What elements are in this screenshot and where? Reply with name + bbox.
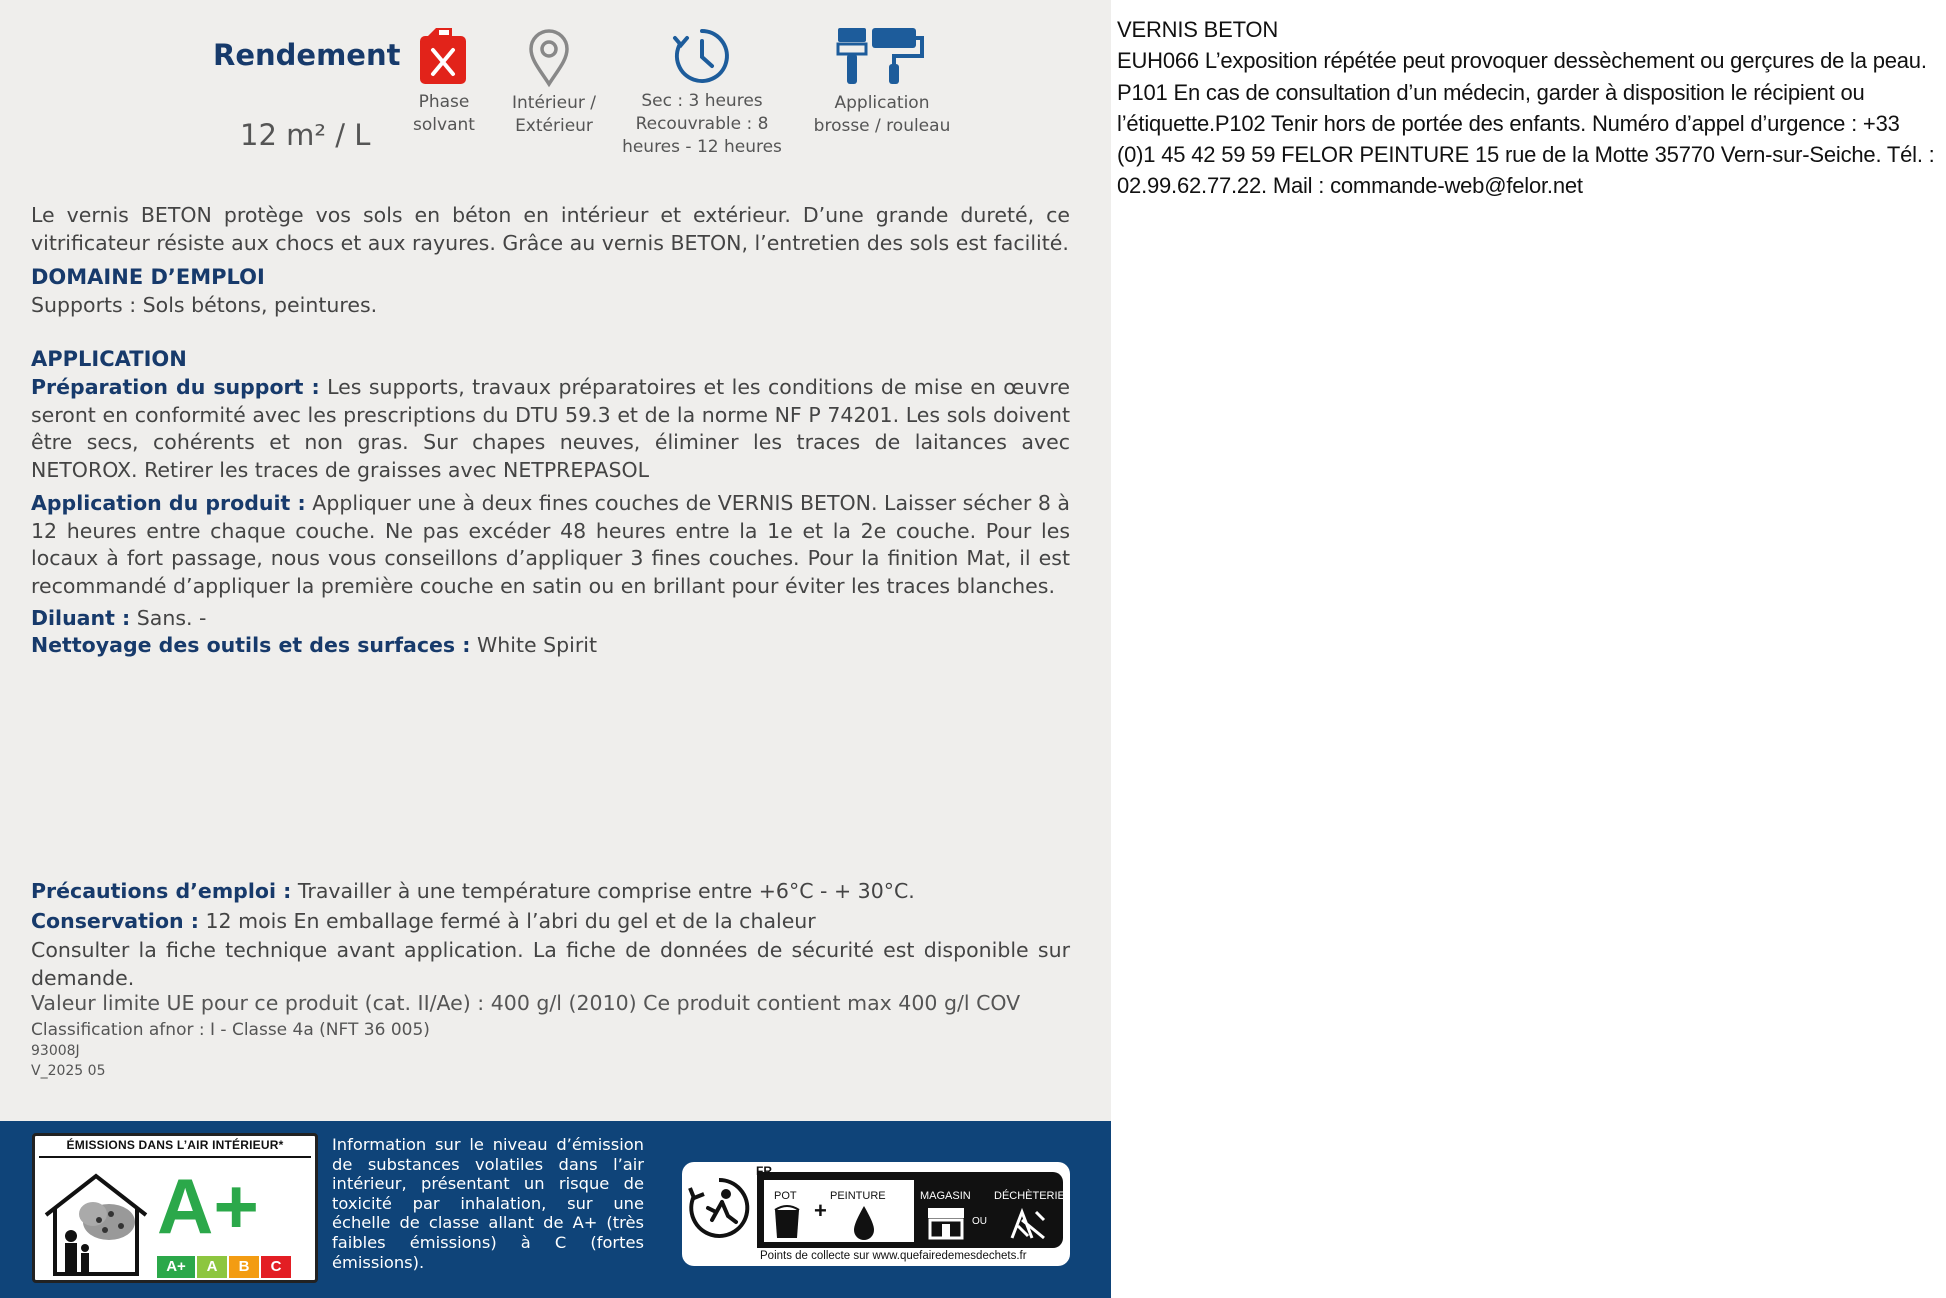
preparation-paragraph <box>31 374 1070 484</box>
valeur-limite: Valeur limite UE pour ce produit (cat. II/Ae) : 400 g/l (2010) Ce produit contient max 400 g/l COV <box>31 991 1021 1015</box>
brush-roller-icon <box>836 26 926 86</box>
domaine-text: Supports : Sols bétons, peintures. <box>31 293 378 317</box>
diluant-text: Sans. - <box>136 606 207 630</box>
product-label-panel <box>0 0 1111 1121</box>
pot-icon <box>772 1204 802 1240</box>
emission-title: ÉMISSIONS DANS L’AIR INTÉRIEUR* <box>66 1138 284 1152</box>
grade-b: B <box>229 1256 259 1278</box>
regulatory-text <box>1117 14 1937 202</box>
paint-drop-icon <box>852 1204 876 1240</box>
emission-label <box>32 1133 318 1283</box>
grade-c: C <box>261 1256 291 1278</box>
interieur-exterieur-label: Intérieur / Extérieur <box>512 93 596 136</box>
conservation-label: Conservation : <box>31 909 199 933</box>
nettoyage-line <box>31 632 1070 660</box>
classification: Classification afnor : I - Classe 4a (NFT 36 005) <box>31 1020 430 1040</box>
rendement-value: 12 m² / L <box>240 118 371 152</box>
triman-points: Points de collecte sur www.quefairedemesdechets.fr <box>760 1250 1027 1262</box>
house-icon <box>41 1170 151 1278</box>
domaine-heading: DOMAINE D’EMPLOI <box>31 265 265 289</box>
conservation-line <box>31 908 1070 936</box>
triman-peinture: PEINTURE <box>830 1190 886 1202</box>
grade-a: A <box>197 1256 227 1278</box>
preparation-text: Les supports, travaux préparatoires et les conditions de mise en œuvre seront en conformité avec les prescriptions du DTU 59.3 et de la norme NF P 74201. Les sols doivent être secs, cohérents et non gras. Sur chapes neuves, éliminer les traces de laitances avec NETOROX. Retirer les traces de graisses avec NETPREPASOL <box>31 375 1070 482</box>
nettoyage-text: White Spirit <box>476 633 597 657</box>
produit-text: Appliquer une à deux fines couches de VERNIS BETON. Laisser sécher 8 à 12 heures entre chaque couche. Ne pas excéder 48 heures entre la 1e et la 2e couche. Pour les locaux à fort passage, nous vous conseillons d’appliquer 3 fines couches. Pour la finition Mat, il est recommandé d’appliquer la première couche en satin ou en brillant pour éviter les traces blanches. <box>31 491 1070 598</box>
consulter-paragraph: Consulter la fiche technique avant application. La fiche de données de sécurité est disponible sur demande. <box>31 938 1070 990</box>
recycle-person-icon <box>686 1174 752 1244</box>
rendement-title: Rendement <box>213 38 401 72</box>
application-heading: APPLICATION <box>31 347 187 371</box>
shop-icon <box>926 1206 966 1240</box>
precautions-text: Travailler à une température comprise entre +6°C - + 30°C. <box>297 879 915 903</box>
precautions-line <box>31 878 1070 906</box>
conservation-text: 12 mois En emballage fermé à l’abri du gel et de la chaleur <box>205 909 816 933</box>
triman-magasin: MAGASIN <box>920 1190 971 1202</box>
clock-icon <box>672 26 732 86</box>
triman-country: FR <box>756 1164 772 1178</box>
nettoyage-label: Nettoyage des outils et des surfaces : <box>31 633 471 657</box>
diluant-label: Diluant : <box>31 606 131 630</box>
version: V_2025 05 <box>31 1063 106 1079</box>
triman-ou: OU <box>972 1216 987 1227</box>
precautions-label: Précautions d’emploi : <box>31 879 292 903</box>
preparation-label: Préparation du support : <box>31 375 320 399</box>
intro-paragraph: Le vernis BETON protège vos sols en béton en intérieur et extérieur. D’une grande dureté, ce vitrificateur résiste aux chocs et aux rayures. Grâce au vernis BETON, l’entretien des sols est facilité. <box>31 203 1070 255</box>
regulatory-text-body: VERNIS BETON EUH066 L’exposition répétée peut provoquer dessèchement ou gerçures de la peau. P101 En cas de consultation d’un médecin, garder à disposition le récipient ou l’étiquette.P102 Tenir hors de portée des enfants. Numéro d’appel d’urgence : +33 (0)1 45 42 59 59 FELOR PEINTURE 15 rue de la Motte 35770 Vern-sur-Seiche. Tél. : 02.99.62.77.22. Mail : commande-web@felor.net <box>1117 17 1935 199</box>
location-pin-icon <box>526 28 572 88</box>
application-label: Application brosse / rouleau <box>813 93 951 136</box>
triman-plus: + <box>814 1198 827 1223</box>
triman-decheterie: DÉCHÈTERIE <box>994 1190 1065 1202</box>
footer-band <box>0 1121 1111 1298</box>
product-code: 93008J <box>31 1043 80 1059</box>
triman-pot: POT <box>774 1190 797 1202</box>
emission-info: Information sur le niveau d’émission de substances volatiles dans l’air intérieur, présentant un risque de toxicité par inhalation, sur une échelle de classe allant de A+ (très faibles émissions) à C (fortes émissions). <box>332 1135 644 1272</box>
emission-grade: A+ <box>157 1162 259 1250</box>
triman-logo <box>682 1162 1070 1266</box>
produit-label: Application du produit : <box>31 491 306 515</box>
drying-time-label: Sec : 3 heures Recouvrable : 8 heures - 12 heures <box>622 91 782 157</box>
phase-solvant-label: Phase solvant <box>413 92 475 135</box>
waste-center-icon <box>1008 1206 1048 1240</box>
flammable-can-icon <box>414 26 474 86</box>
produit-paragraph <box>31 490 1070 600</box>
grade-a-plus: A+ <box>157 1256 195 1278</box>
diluant-line <box>31 605 1070 633</box>
